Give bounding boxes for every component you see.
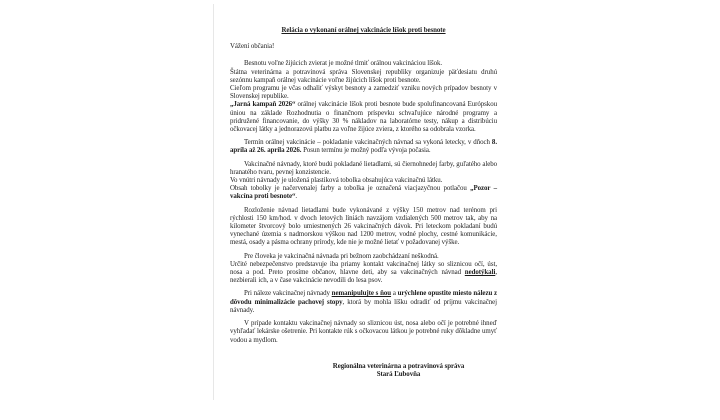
text-run: Určité nebezpečenstvo predstavuje iba priamy kontakt vakcinačnej látky so sliznicou očí, úst, nosa a pod. Preto prosíme občanov, hlavne deti, aby sa vakcinačných návnad <box>230 260 497 277</box>
text-run: Pri náleze vakcinačnej návnady <box>244 290 332 298</box>
text-run: nedotýkali <box>464 269 496 277</box>
text-run: Termín orálnej vakcinácie – pokladanie vakcinačných návnad sa vykoná letecky, v dňoch <box>244 139 492 147</box>
text-run: Obsah tobolky je načervenalej farby a tobolka je označená viacjazyčnou potlačou <box>230 185 471 193</box>
text-run: urýchlene opustite miesto nálezu z dôvodu minimalizácie pachovej stopy <box>230 290 498 306</box>
paragraphs-container <box>230 60 497 344</box>
paragraph <box>230 85 497 101</box>
signature-city: Stará Ľubovňa <box>376 370 421 378</box>
salutation: Vážení občania! <box>230 43 275 51</box>
text-run: V prípade kontaktu vakcinačnej návnady so sliznicou úst, nosa alebo očí je potrebné ihneď vyhľadať lekárske ošetrenie. Pri kontakte rúk s očkovacou látkou je potrebné ruky dôkladne umyť vodou a mydlom. <box>230 320 497 344</box>
text-run: Vo vnútri návnady je uložená plastiková tobolka obsahujúca vakcinačnú látku. <box>230 177 443 185</box>
text-run: Štátna veterinárna a potravinová správa Slovenskej republiky organizuje päťdesiatu druhú sezónnu kampaň orálnej vakcinácie voľne žijúcich líšok proti besnote. <box>230 68 497 84</box>
document-title: Relácia o vykonaní orálnej vakcinácie líšok proti besnote <box>281 27 446 34</box>
paragraph <box>230 69 497 85</box>
paragraph <box>230 261 497 286</box>
text-run: „Jarná kampaň 2026“ <box>230 101 296 109</box>
paragraph <box>230 185 497 201</box>
paragraph <box>230 320 497 345</box>
paragraph <box>230 161 497 177</box>
document-body <box>230 27 497 379</box>
text-run: orálnej vakcinácie líšok proti besnote bude spolufinancovaná Európskou úniou na základe Rozhodnutia o finančnom príspevku schvaľujúce národné programy a pridružené financovanie, do výšky 30 % nákladov na laboratórne testy, nákup a distribúciu očkovacej látky a jednorazovú platbu za voľne žijúce zviera, z ktorého sa odobrala vzorka. <box>230 101 497 134</box>
paragraph <box>230 253 497 261</box>
text-run: Pre človeka je vakcinačná návnada pri bežnom zaobchádzaní neškodná. <box>244 252 439 260</box>
text-run: nemanipulujte s ňou <box>331 290 392 298</box>
signature-block <box>230 363 497 379</box>
text-run: Posun termínu je možný podľa vývoja počasia. <box>301 147 431 155</box>
signature-org: Regionálna veterinárna a potravinová správa <box>332 362 465 370</box>
text-run: Vakcinačné návnady, ktoré budú pokladané lietadlami, sú čiernohnedej farby, guľatého alebo hranatého tvaru, pevnej konzistencie. <box>230 160 497 176</box>
paragraph <box>230 139 497 155</box>
text-run: Besnotu voľne žijúcich zvierat je možné tlmiť orálnou vakcináciou líšok. <box>244 60 443 68</box>
text-run: . <box>295 193 298 201</box>
text-run: Cieľom programu je včas odhaliť výskyt besnoty a zamedziť vzniku nových prípadov besnoty v Slovenskej republike. <box>230 85 497 101</box>
text-run: 8. apríla až 26. apríla 2026. <box>230 139 497 155</box>
paragraph <box>230 177 497 185</box>
text-run: , nezbierali ich, a v čase vakcinácie nevodili do lesa psov. <box>230 269 497 285</box>
page-scan-edge <box>213 4 214 400</box>
paragraph <box>230 290 497 315</box>
text-run: , ktorá by mohla líšku odradiť od príjmu vakcinačnej návnady. <box>230 298 498 314</box>
text-run: „Pozor – vakcína proti besnote“ <box>230 185 497 201</box>
text-run: Rozloženie návnad lietadlami bude vykonávané z výšky 150 metrov nad terénom pri rýchlosti 150 km/hod. v dvoch letových líniách navzájom vzdialených 500 metrov tak, aby na kilometer štvorcový bolo umiestnených 26 vakcinačných dávok. Pri leteckom pokladaní budú vynechané územia s nadmorskou výškou nad 1200 metrov, vodné plochy, cestné komunikácie, mestá, osady a pásma ochrany prírody, kde nie je možné lietať v požadovanej výške. <box>230 206 497 247</box>
text-run: a <box>391 290 398 298</box>
paragraph <box>230 207 497 248</box>
paragraph <box>230 101 497 134</box>
paragraph <box>230 60 497 68</box>
